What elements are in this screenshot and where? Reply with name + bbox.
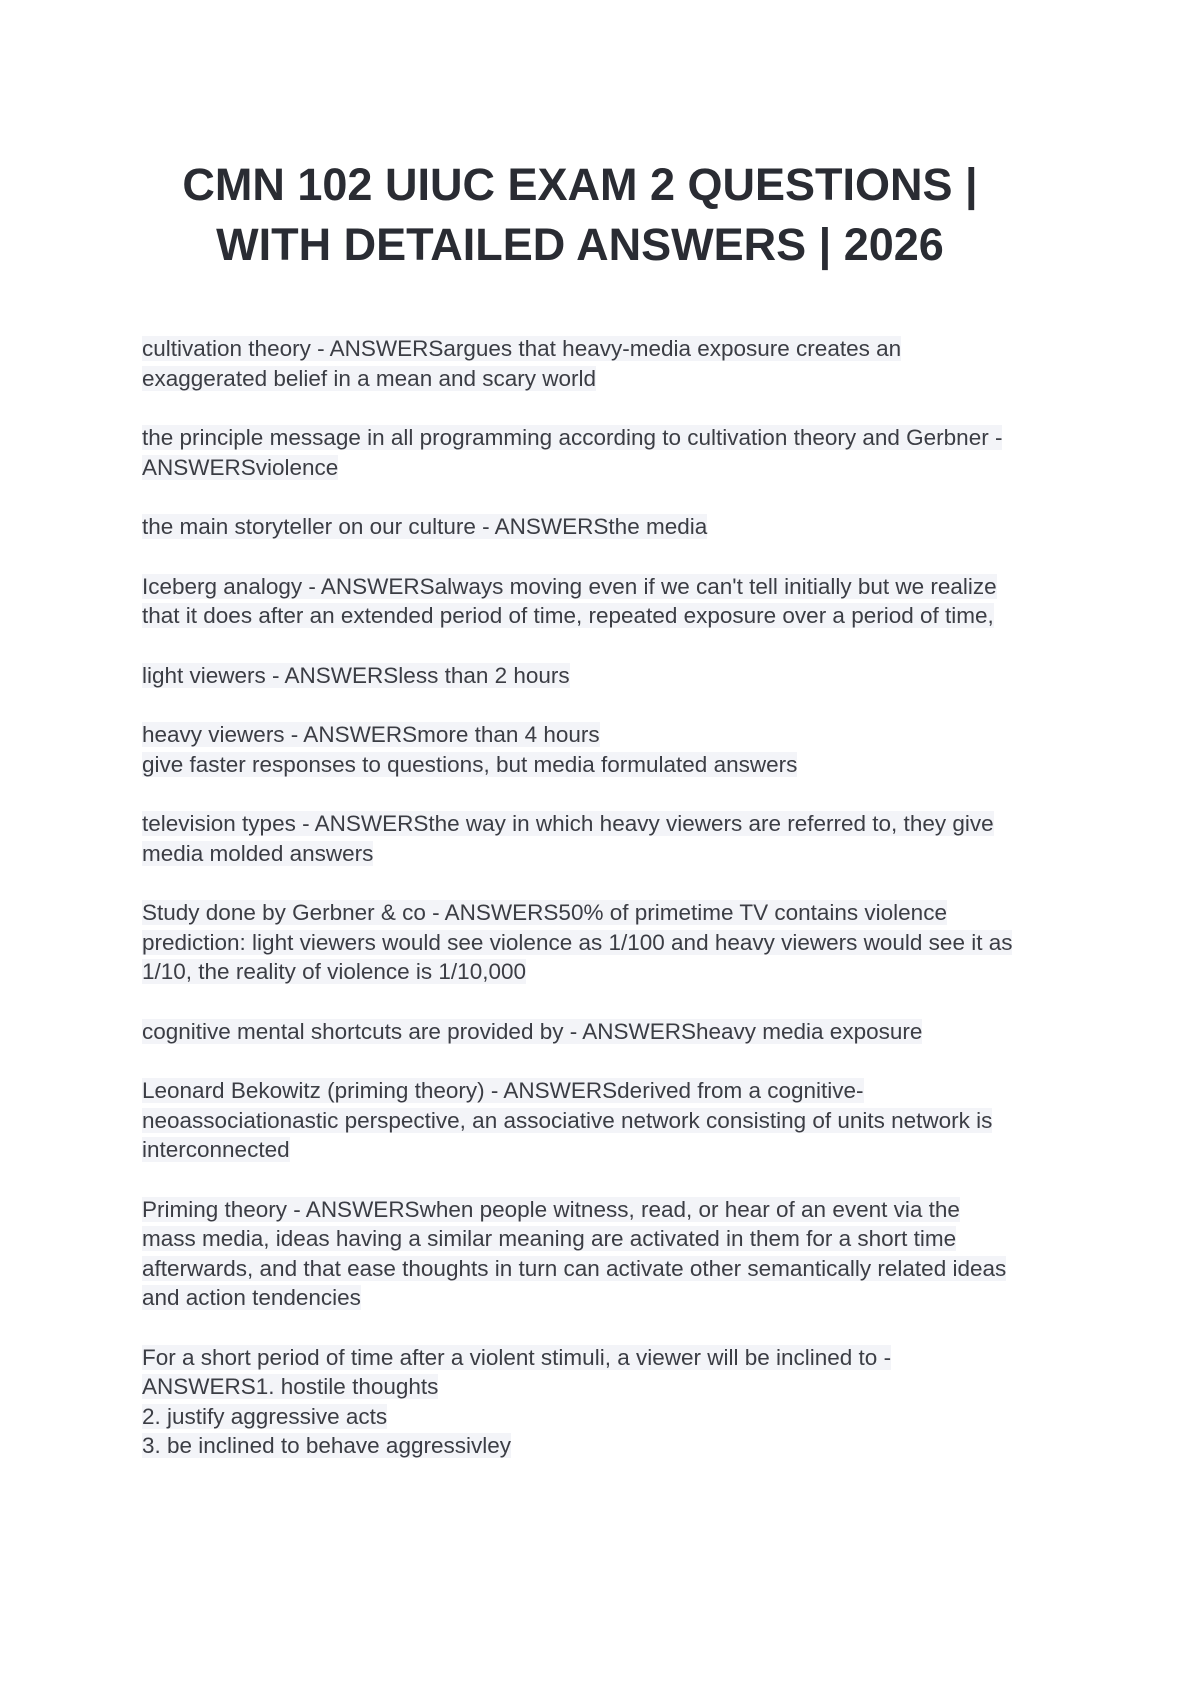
qa-line: 1/10, the reality of violence is 1/10,000 bbox=[142, 959, 526, 984]
qa-line: Leonard Bekowitz (priming theory) - ANSWERSderived from a cognitive- bbox=[142, 1078, 864, 1103]
qa-line: afterwards, and that ease thoughts in turn can activate other semantically related ideas bbox=[142, 1255, 1007, 1281]
qa-entry bbox=[142, 720, 1062, 779]
qa-line: mass media, ideas having a similar meaning are activated in them for a short time bbox=[142, 1226, 957, 1251]
qa-entry bbox=[142, 1195, 1062, 1313]
qa-entry bbox=[142, 572, 1062, 631]
document-title bbox=[120, 155, 1040, 275]
qa-line: Iceberg analogy - ANSWERSalways moving even if we can't tell initially but we realize bbox=[142, 573, 997, 599]
qa-line: Priming theory - ANSWERSwhen people witness, read, or hear of an event via the bbox=[142, 1196, 960, 1222]
qa-line: ANSWERS1. hostile thoughts bbox=[142, 1374, 439, 1399]
qa-line: ANSWERSviolence bbox=[142, 454, 339, 480]
qa-line: and action tendencies bbox=[142, 1285, 361, 1310]
qa-line: 2. justify aggressive acts bbox=[142, 1403, 388, 1429]
qa-line: media molded answers bbox=[142, 840, 374, 866]
qa-line: give faster responses to questions, but media formulated answers bbox=[142, 751, 798, 777]
qa-entry bbox=[142, 1017, 1062, 1047]
qa-line: cognitive mental shortcuts are provided by - ANSWERSheavy media exposure bbox=[142, 1018, 923, 1044]
qa-list bbox=[142, 334, 1062, 1491]
qa-line: the main storyteller on our culture - ANSWERSthe media bbox=[142, 514, 708, 539]
title-line: CMN 102 UIUC EXAM 2 QUESTIONS | bbox=[182, 159, 978, 210]
title-line: WITH DETAILED ANSWERS | 2026 bbox=[216, 219, 944, 270]
qa-entry bbox=[142, 661, 1062, 691]
qa-line: light viewers - ANSWERSless than 2 hours bbox=[142, 662, 570, 688]
qa-line: For a short period of time after a violent stimuli, a viewer will be inclined to - bbox=[142, 1344, 892, 1370]
qa-entry bbox=[142, 512, 1062, 542]
qa-line: Study done by Gerbner & co - ANSWERS50% of primetime TV contains violence bbox=[142, 900, 947, 925]
qa-line: cultivation theory - ANSWERSargues that heavy-media exposure creates an bbox=[142, 336, 902, 361]
qa-line: neoassociationastic perspective, an associative network consisting of units network is bbox=[142, 1107, 993, 1133]
qa-entry bbox=[142, 809, 1062, 868]
qa-line: heavy viewers - ANSWERSmore than 4 hours bbox=[142, 722, 600, 747]
qa-entry bbox=[142, 1343, 1062, 1461]
qa-line: television types - ANSWERSthe way in which heavy viewers are referred to, they give bbox=[142, 811, 994, 836]
qa-entry bbox=[142, 423, 1062, 482]
qa-entry bbox=[142, 334, 1062, 393]
qa-entry bbox=[142, 1076, 1062, 1165]
qa-line: exaggerated belief in a mean and scary world bbox=[142, 365, 597, 391]
qa-line: the principle message in all programming according to cultivation theory and Gerbner - bbox=[142, 425, 1003, 450]
qa-line: 3. be inclined to behave aggressivley bbox=[142, 1433, 511, 1458]
qa-line: that it does after an extended period of time, repeated exposure over a period of time, bbox=[142, 603, 994, 628]
qa-entry bbox=[142, 898, 1062, 987]
qa-line: interconnected bbox=[142, 1137, 290, 1162]
qa-line: prediction: light viewers would see violence as 1/100 and heavy viewers would see it as bbox=[142, 929, 1013, 955]
